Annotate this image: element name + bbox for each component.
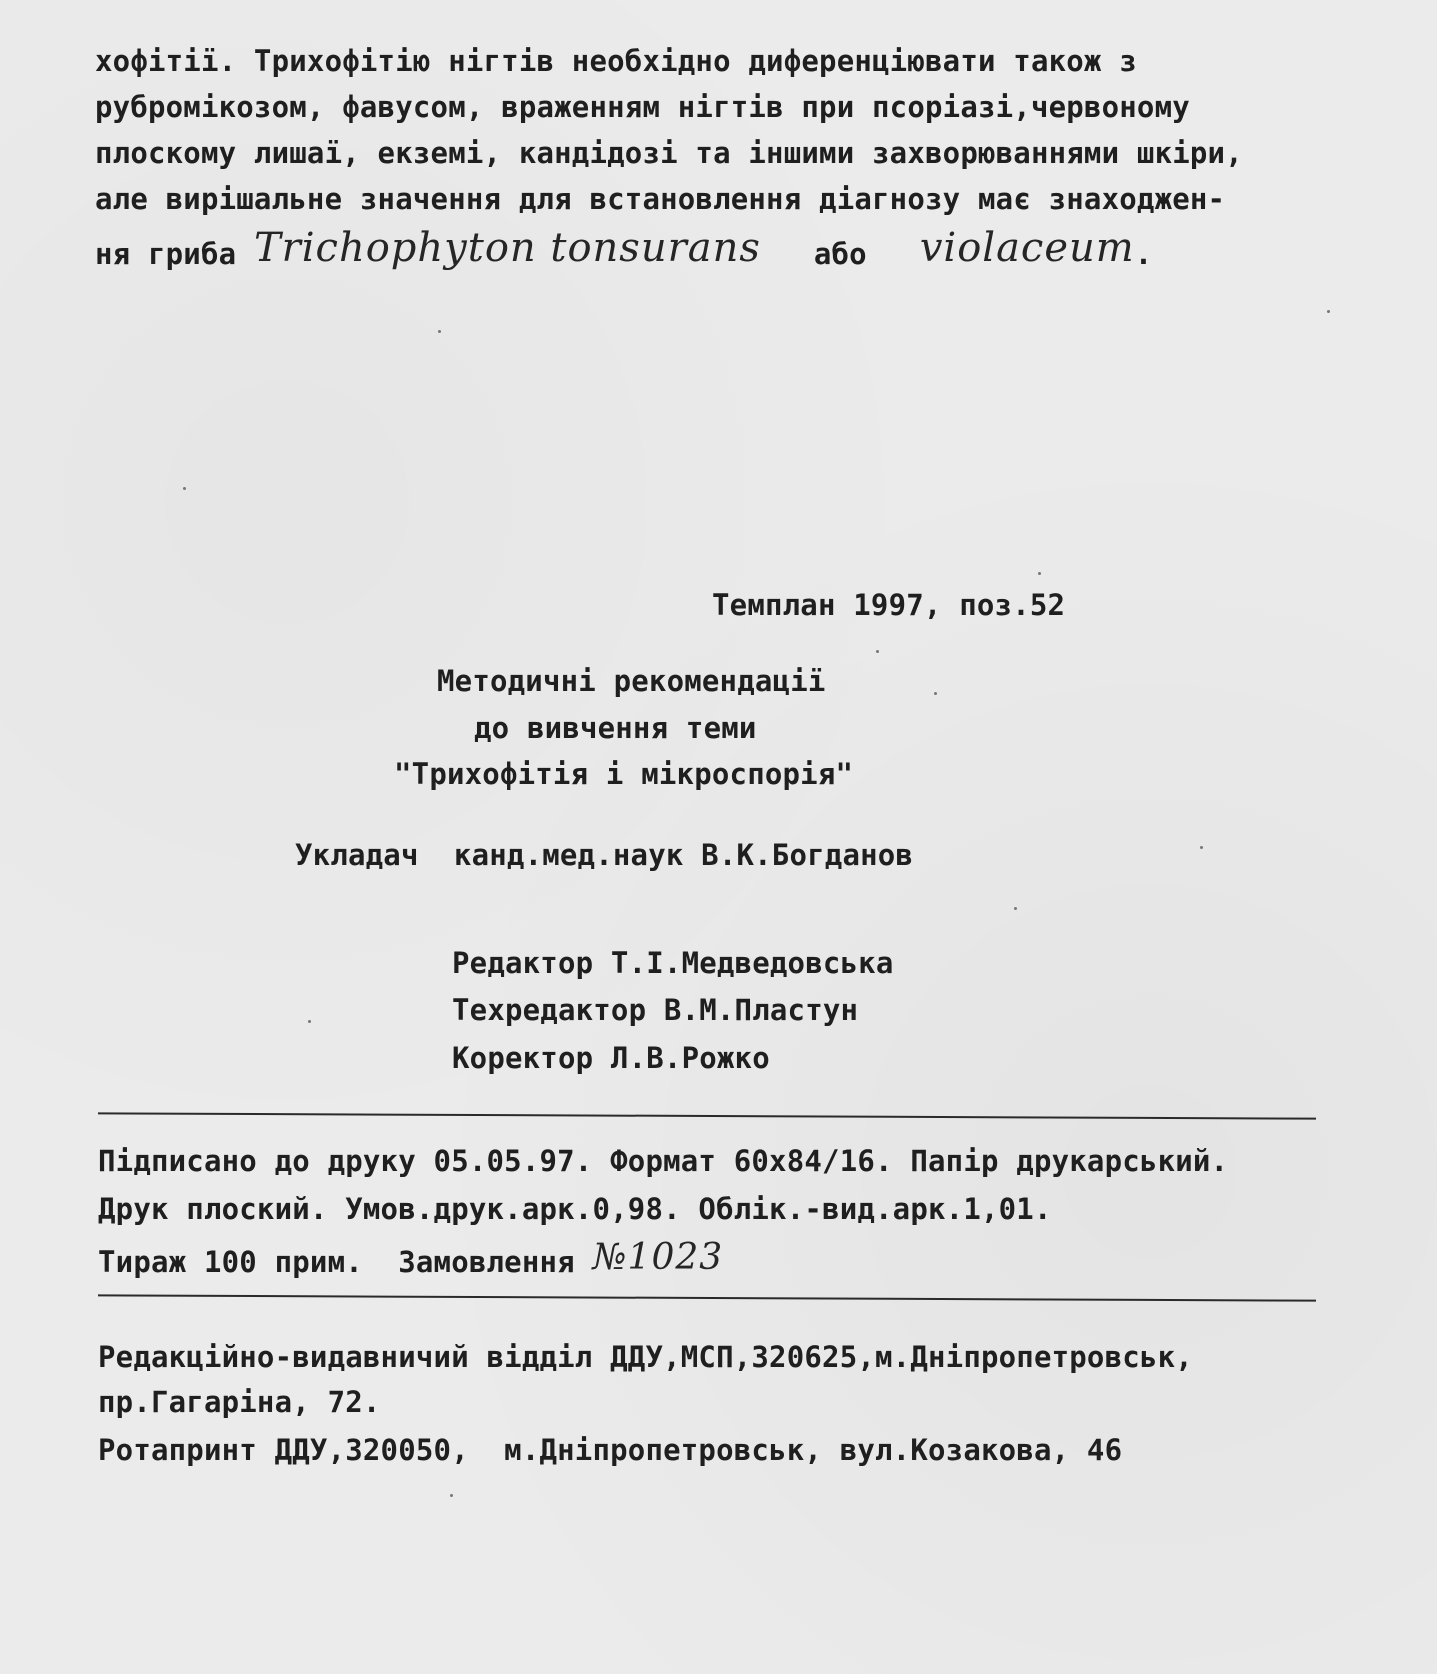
scan-speck: [934, 692, 937, 695]
paragraph-line-5: [95, 225, 1153, 274]
scan-speck: [1038, 572, 1041, 575]
imprint-line-2: Друк плоский. Умов.друк.арк.0,98. Облік.-вид.арк.1,01.: [98, 1192, 1052, 1226]
editor-line: Редактор Т.І.Медведовська: [452, 946, 894, 980]
scan-speck: [183, 487, 186, 490]
handwritten-order-number: №1023: [592, 1237, 724, 1278]
divider-bottom: [98, 1294, 1316, 1301]
paragraph-line-4: але вирішальне значення для встановлення діагнозу має знаходжен-: [95, 182, 1226, 216]
scan-speck: [1014, 907, 1017, 910]
paragraph-line-1: хофітії. Трихофітію нігтів необхідно диференціювати також з: [95, 44, 1137, 78]
corrector-line: Коректор Л.В.Рожко: [452, 1041, 770, 1075]
imprint-line-1: Підписано до друку 05.05.97. Формат 60х84/16. Папір друкарський.: [98, 1144, 1229, 1178]
paragraph-line-3: плоскому лишаї, екземі, кандідозі та іншими захворюваннями шкіри,: [95, 136, 1243, 170]
tech-editor-line: Техредактор В.М.Пластун: [452, 993, 859, 1027]
scan-speck: [1200, 846, 1203, 849]
scan-speck: [1327, 310, 1330, 313]
imprint-line-3-start: Тираж 100 прим. Замовлення: [98, 1245, 575, 1279]
paragraph-line-5-start: ня гриба: [95, 237, 237, 271]
title-line-3: "Трихофітія і мікроспорія": [394, 757, 854, 791]
title-line-1: Методичні рекомендації: [437, 664, 826, 698]
handwritten-genus-species: Trichophyton tonsurans: [253, 225, 761, 271]
publisher-line-3: Ротапринт ДДУ,320050, м.Дніпропетровськ, вул.Козакова, 46: [98, 1433, 1123, 1467]
scan-speck: [308, 1020, 311, 1023]
paragraph-line-5-end: .: [1134, 237, 1153, 271]
scan-speck: [876, 650, 879, 653]
divider-top: [98, 1112, 1316, 1119]
scan-speck: [438, 330, 441, 333]
imprint-line-3: [98, 1237, 724, 1281]
publisher-line-1: Редакційно-видавничий відділ ДДУ,МСП,320625,м.Дніпропетровськ,: [98, 1340, 1193, 1374]
scan-speck: [450, 1494, 453, 1497]
title-line-2: до вивчення теми: [474, 711, 757, 745]
author-line: Укладач канд.мед.наук В.К.Богданов: [295, 838, 914, 872]
paragraph-line-2: рубромікозом, фавусом, враженням нігтів при псоріазі,червоному: [95, 90, 1190, 124]
handwritten-species: violaceum: [919, 225, 1135, 271]
templan-line: Темплан 1997, поз.52: [712, 588, 1066, 622]
paragraph-line-5-mid: або: [813, 237, 867, 271]
publisher-line-2: пр.Гагаріна, 72.: [98, 1385, 381, 1419]
